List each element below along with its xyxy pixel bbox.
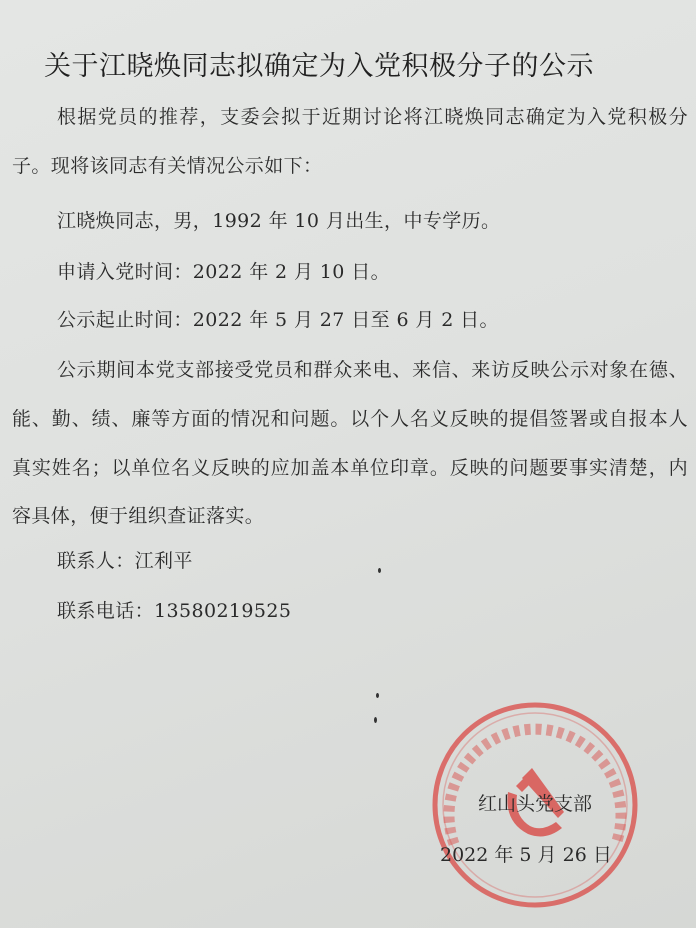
paper-speck	[378, 568, 381, 573]
feedback-paragraph: 公示期间本党支部接受党员和群众来电、来信、来访反映公示对象在德、能、勤、绩、廉等方面的情况和问题。以个人名义反映的提倡签署或自报本人真实姓名；以单位名义反映的应加盖本单位印章。反映的问题要事实清楚，内容具体，便于组织查证落实。	[12, 359, 688, 528]
paper-speck	[376, 693, 379, 698]
contact-person-line: 联系人：江利平	[57, 550, 193, 572]
application-time-line: 申请入党时间：2022 年 2 月 10 日。	[57, 261, 391, 283]
notice-title: 关于江晓焕同志拟确定为入党积极分子的公示	[44, 51, 594, 82]
contact-phone-line: 联系电话：13580219525	[57, 600, 292, 622]
signature-org: 红山头党支部	[478, 793, 593, 815]
intro-paragraph: 根据党员的推荐，支委会拟于近期讨论将江晓焕同志确定为入党积极分子。现将该同志有关情况公示如下：	[12, 106, 688, 177]
public-period-line: 公示起止时间：2022 年 5 月 27 日至 6 月 2 日。	[57, 309, 499, 331]
profile-line: 江晓焕同志，男，1992 年 10 月出生，中专学历。	[57, 210, 501, 232]
paper-speck	[374, 717, 377, 723]
signature-date: 2022 年 5 月 26 日	[440, 844, 612, 866]
